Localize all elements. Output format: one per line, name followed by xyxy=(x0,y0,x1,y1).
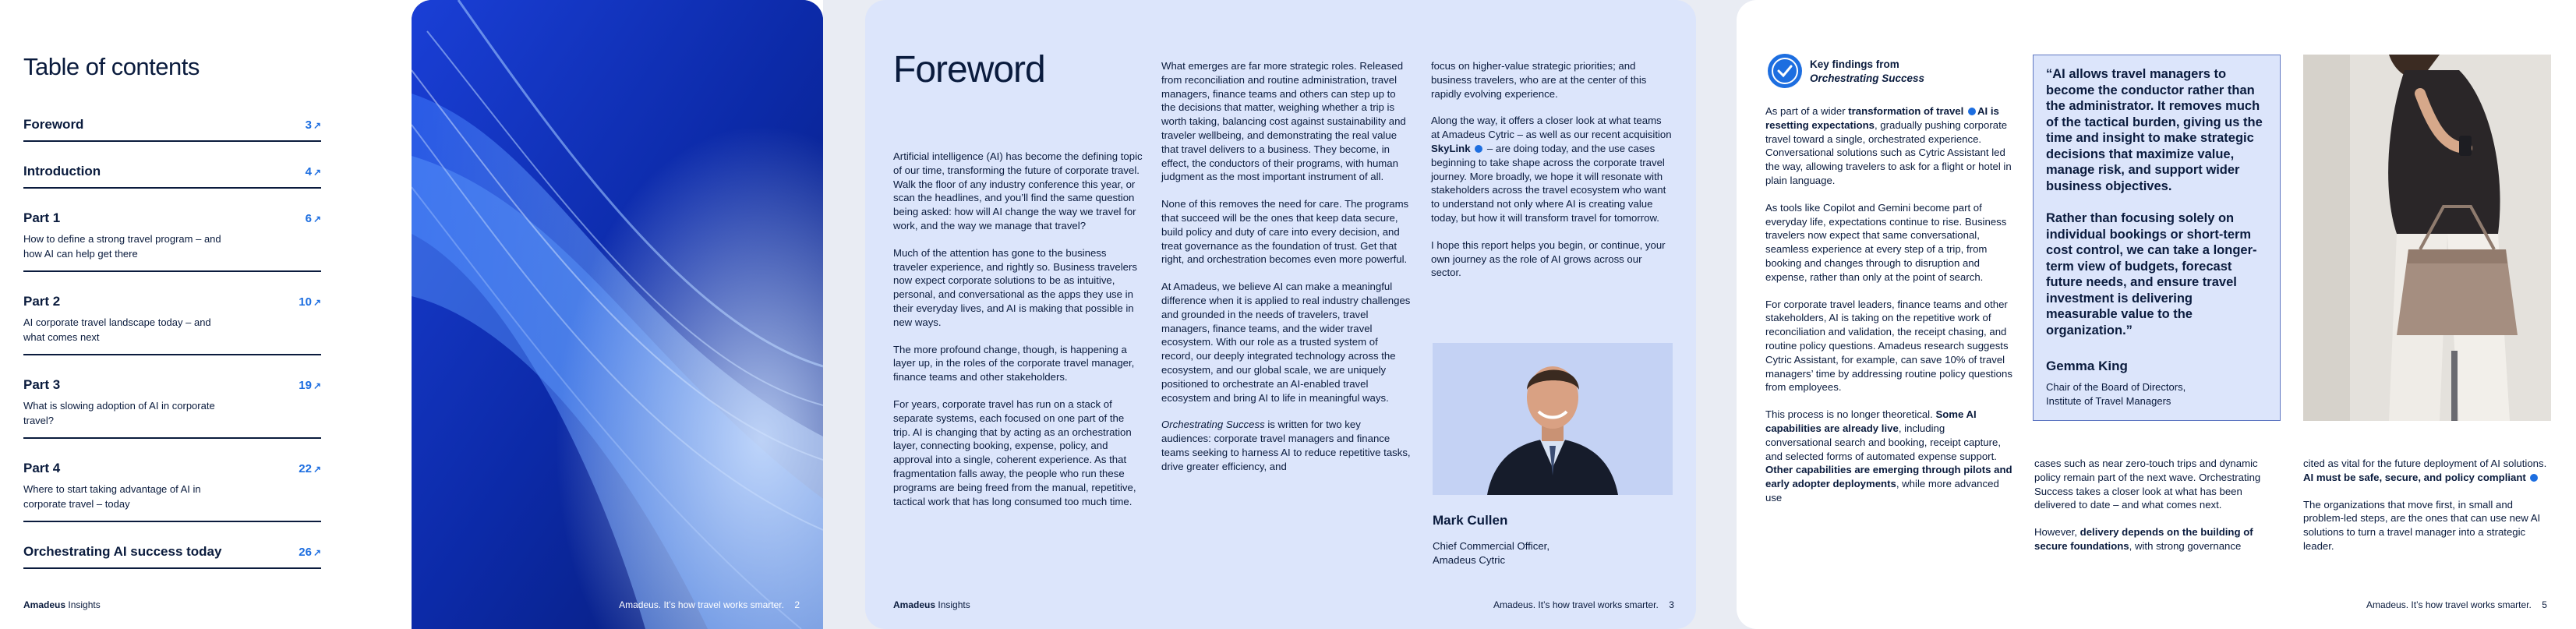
paragraph xyxy=(1765,408,2013,505)
arrow-up-right-icon: ↗ xyxy=(313,167,321,178)
page-2 xyxy=(0,0,823,629)
paragraph xyxy=(2303,457,2553,485)
paragraph: I hope this report helps you begin, or continue, your own journey as the role of AI grows across our sector. xyxy=(1431,239,1666,279)
toc-page-number: 4 xyxy=(305,165,312,178)
checkmark-badge-icon xyxy=(1767,53,1803,89)
toc-item-label: Foreword xyxy=(23,117,84,132)
paragraph: At Amadeus, we believe AI can make a meaningful difference when it is applied to real industry challenges and grounded in the needs of travelers, travel managers, finance teams, and the wider travel ecosystem. With our role as a trusted system of record, our deeply integrated technology across the ecosystem, and our global scale, we are uniquely positioned to orchestrate an AI-enabled travel ecosystem and bring AI to life in meaningful ways. xyxy=(1161,281,1411,404)
foreword-column-1 xyxy=(893,150,1143,521)
link-dot-icon xyxy=(1968,108,1976,115)
foreword-column-3 xyxy=(1431,59,1673,293)
brand-bold: Amadeus xyxy=(893,599,936,610)
findings-column-2 xyxy=(2034,457,2284,567)
toc-item[interactable] xyxy=(23,371,321,439)
paragraph: Artificial intelligence (AI) has become the defining topic of our time, transforming the future of corporate travel. Walk the floor of any industry conference this year, or scan the headlines, and you’ll find the same question being asked: how will AI change the way we travel for work, and the way we manage that travel? xyxy=(893,150,1143,231)
page-number: 3 xyxy=(1669,599,1674,610)
brand-rest: Insights xyxy=(935,599,970,610)
arrow-up-right-icon: ↗ xyxy=(313,214,321,224)
paragraph: None of this removes the need for care. The programs that succeed will be the ones that keep data secure, build policy and duty of care into every decision, and treat governance as the foundation of trust. Get that right, and orchestration becomes even more powerful. xyxy=(1161,198,1409,266)
table-of-contents xyxy=(23,111,321,585)
bold-phrase: delivery depends on the building of secure foundations xyxy=(2034,526,2253,552)
paragraph: cases such as near zero-touch trips and dynamic policy remain part of the next wave. Orchestrating Success takes a closer look at what has been delivered to date – and what comes next. xyxy=(2034,458,2261,511)
arrow-up-right-icon: ↗ xyxy=(313,297,321,308)
link-dot-icon xyxy=(2530,474,2538,482)
paragraph: focus on higher-value strategic priorities; and business travelers, who are at the center of this rapidly evolving experience. xyxy=(1431,60,1647,100)
toc-row xyxy=(23,377,321,393)
toc-page-number: 19 xyxy=(299,379,312,392)
role-line: Chair of the Board of Directors, xyxy=(2046,381,2186,393)
page-2-footer xyxy=(619,599,800,610)
key-findings-title xyxy=(1810,58,1924,86)
bold-phrase: Other capabilities are emerging through pilots and early adopter deployments xyxy=(1765,464,2012,490)
findings-column-3 xyxy=(2303,457,2553,567)
traveler-with-bag-graphic xyxy=(2303,55,2551,421)
toc-page-number: 22 xyxy=(299,462,312,475)
bold-phrase: transformation of travel xyxy=(1848,105,1964,117)
paragraph-text: , while more advanced use xyxy=(1765,478,1999,504)
toc-row xyxy=(23,294,321,309)
footer-tagline: Amadeus. It’s how travel works smarter. xyxy=(1493,599,1659,610)
paragraph xyxy=(1765,104,2013,188)
toc-item-description: AI corporate travel landscape today – and what comes next xyxy=(23,316,211,343)
toc-item-label: Part 4 xyxy=(23,461,61,475)
toc-page-number: 26 xyxy=(299,546,312,559)
paragraph: Much of the attention has gone to the business traveler experience, and rightly so. Business travelers now expect corporate solutions to be as intuitive, personal, and conversational as the apps they use in their everyday lives, and AI is making that possible in new ways. xyxy=(893,246,1137,328)
toc-item[interactable] xyxy=(23,538,321,569)
portrait-photo xyxy=(1433,343,1673,495)
abstract-wave-graphic xyxy=(412,0,823,629)
report-title-italic: Orchestrating Success xyxy=(1161,419,1265,431)
toc-item-label: Introduction xyxy=(23,164,101,178)
page-3-footer xyxy=(1493,599,1674,610)
role-line: Chief Commercial Officer, xyxy=(1433,540,1549,552)
skylink-link[interactable]: SkyLink xyxy=(1431,142,1471,154)
toc-item-label: Part 3 xyxy=(23,377,61,392)
paragraph xyxy=(1431,114,1673,224)
paragraph xyxy=(2034,525,2284,553)
paragraph-text: Along the way, it offers a closer look at what teams at Amadeus Cytric – as well as our recent acquisition xyxy=(1431,115,1672,141)
bold-phrase: Some AI capabilities are already live xyxy=(1765,408,1977,434)
toc-row xyxy=(23,164,321,179)
bold-phrase: AI is resetting expectations xyxy=(1765,105,1999,131)
brand-rest: Insights xyxy=(65,599,101,610)
kf-line: Key findings from xyxy=(1810,58,1899,70)
brand-bold: Amadeus xyxy=(23,599,66,610)
pull-quote xyxy=(2046,66,2267,338)
page-number: 2 xyxy=(794,599,800,610)
paragraph: For years, corporate travel has run on a stack of separate systems, each focused on one part of the trip. AI is changing that by acting as an orchestration layer, connecting booking, expense, policy, and approval into a single, coherent experience. As that fragmentation falls away, the people who run these programs are being freed from the manual, repetitive, tactical work that has long consumed too much time. xyxy=(893,398,1136,507)
toc-title: Table of contents xyxy=(23,53,200,80)
quote-author-name: Gemma King xyxy=(2046,359,2128,373)
footer-tagline: Amadeus. It’s how travel works smarter. xyxy=(619,599,784,610)
hero-abstract-image xyxy=(412,0,823,629)
paragraph-text: As part of a wider xyxy=(1765,105,1849,117)
paragraph-text: – are doing today, and the use cases beginning to take shape across the corporate travel journey. More broadly, we hope it will resonate with stakeholders across the travel ecosystem who want to understand not only where AI is creating value today, but how it will transform travel for tomorrow. xyxy=(1431,142,1666,224)
paragraph-text: cited as vital for the future deployment of AI solutions. xyxy=(2303,458,2547,469)
toc-page-link[interactable] xyxy=(299,462,321,475)
toc-item-label: Part 1 xyxy=(23,210,61,225)
role-line: Amadeus Cytric xyxy=(1433,554,1506,566)
brand-footer xyxy=(893,599,970,610)
paragraph-text: , with strong governance xyxy=(2129,539,2242,552)
quote-author-role xyxy=(2046,380,2186,408)
findings-column-1 xyxy=(1765,104,2013,518)
toc-item[interactable] xyxy=(23,204,321,272)
foreword-author-role xyxy=(1433,539,1549,567)
toc-page-number: 10 xyxy=(299,295,312,309)
footer-tagline: Amadeus. It’s how travel works smarter. xyxy=(2366,599,2532,610)
page-5-footer xyxy=(2366,599,2547,610)
toc-page-link[interactable] xyxy=(306,118,321,132)
paragraph-text: However, xyxy=(2034,526,2080,539)
toc-page-link[interactable] xyxy=(299,379,321,392)
person-portrait-graphic xyxy=(1433,343,1673,495)
toc-item[interactable] xyxy=(23,157,321,189)
toc-item-label: Part 2 xyxy=(23,294,61,309)
quote-paragraph: “AI allows travel managers to become the conductor rather than the administrator. It removes much of the tactical burden, giving us the time and insight to make strategic decisions that maximize value, manage risk, and support wider business objectives. xyxy=(2046,67,2263,193)
page-number: 5 xyxy=(2542,599,2547,610)
paragraph-text: , gradually pushing corporate travel toward a single, orchestrated experience. Conversational solutions such as Cytric Assistant led the way, allowing travelers to ask for a flight or hotel in plain language. xyxy=(1765,118,2012,186)
toc-page-link[interactable] xyxy=(299,295,321,309)
foreword-author-name: Mark Cullen xyxy=(1433,513,1508,528)
toc-page-number: 6 xyxy=(305,212,312,225)
arrow-up-right-icon: ↗ xyxy=(313,547,321,558)
toc-page-number: 3 xyxy=(305,118,312,132)
toc-item[interactable] xyxy=(23,288,321,355)
traveler-photo xyxy=(2303,55,2551,421)
arrow-up-right-icon: ↗ xyxy=(313,464,321,475)
arrow-up-right-icon: ↗ xyxy=(313,120,321,131)
brand-footer xyxy=(23,599,101,610)
paragraph-text: , including conversational search and booking, receipt capture, and selected forms of automated expense support. xyxy=(1765,422,2002,462)
paragraph: What emerges are far more strategic roles. Released from reconciliation and routine administration, travel managers, finance teams and others can step up to the decisions that matter, weighing whether a trip is worth taking, balancing cost against sustainability and traveler wellbeing, and demonstrating the real value that travel delivers to a business. They become, in effect, the conductors of their programs, with human judgment as the most important instrument of all. xyxy=(1161,60,1406,183)
toc-item-description: What is slowing adoption of AI in corporate travel? xyxy=(23,400,215,426)
toc-row xyxy=(23,461,321,476)
link-dot-icon xyxy=(1475,145,1482,153)
arrow-up-right-icon: ↗ xyxy=(313,380,321,391)
toc-page-link[interactable] xyxy=(306,212,321,225)
quote-paragraph: Rather than focusing solely on individual bookings or short-term cost control, we can take a longer-term view of budgets, forecast future needs, and ensure travel investment is delivering measurable value to the organization.” xyxy=(2046,211,2257,337)
toc-page-link[interactable] xyxy=(306,165,321,178)
foreword-column-2 xyxy=(1161,59,1411,487)
toc-item[interactable] xyxy=(23,111,321,142)
paragraph: The more profound change, though, is happening a layer up, in the roles of the corporate travel manager, finance teams and other stakeholders. xyxy=(893,343,1135,383)
toc-item[interactable] xyxy=(23,454,321,522)
paragraph-text: This process is no longer theoretical. xyxy=(1765,408,1936,421)
kf-report-title: Orchestrating Success xyxy=(1810,72,1925,84)
paragraph: For corporate travel leaders, finance teams and other stakeholders, AI is taking on the repetitive work of reconciliation and validation, the receipt chasing, and routine policy questions. Amadeus research suggests Cytric Assistant, for example, can save 10% of travel managers’ time by addressing routine policy questions from employees. xyxy=(1765,298,2012,394)
paragraph: The organizations that move first, in small and problem-led steps, are the ones that can use new AI solutions to turn a travel manager into a strategic leader. xyxy=(2303,498,2541,552)
toc-row xyxy=(23,210,321,226)
toc-row xyxy=(23,544,321,560)
paragraph xyxy=(1161,418,1411,473)
paragraph-text: is written for two key audiences: corporate travel managers and finance teams seeking to harness AI to reduce repetitive tasks, drive greater efficiency, and xyxy=(1161,419,1411,472)
toc-item-description: Where to start taking advantage of AI in corporate travel – today xyxy=(23,483,201,510)
paragraph: As tools like Copilot and Gemini become part of everyday life, expectations continue to rise. Business travelers now expect that same conversational, seamless experience at every step of a trip, from booking and changes through to disruption and expense, rather than only at the point of search. xyxy=(1765,201,2007,283)
foreword-title: Foreword xyxy=(893,49,1045,90)
toc-item-description: How to define a strong travel program – and how AI can help get there xyxy=(23,233,221,260)
toc-page-link[interactable] xyxy=(299,546,321,559)
toc-item-label: Orchestrating AI success today xyxy=(23,544,222,559)
role-line: Institute of Travel Managers xyxy=(2046,395,2171,407)
bold-phrase: AI must be safe, secure, and policy compliant xyxy=(2303,471,2526,483)
toc-row xyxy=(23,117,321,133)
